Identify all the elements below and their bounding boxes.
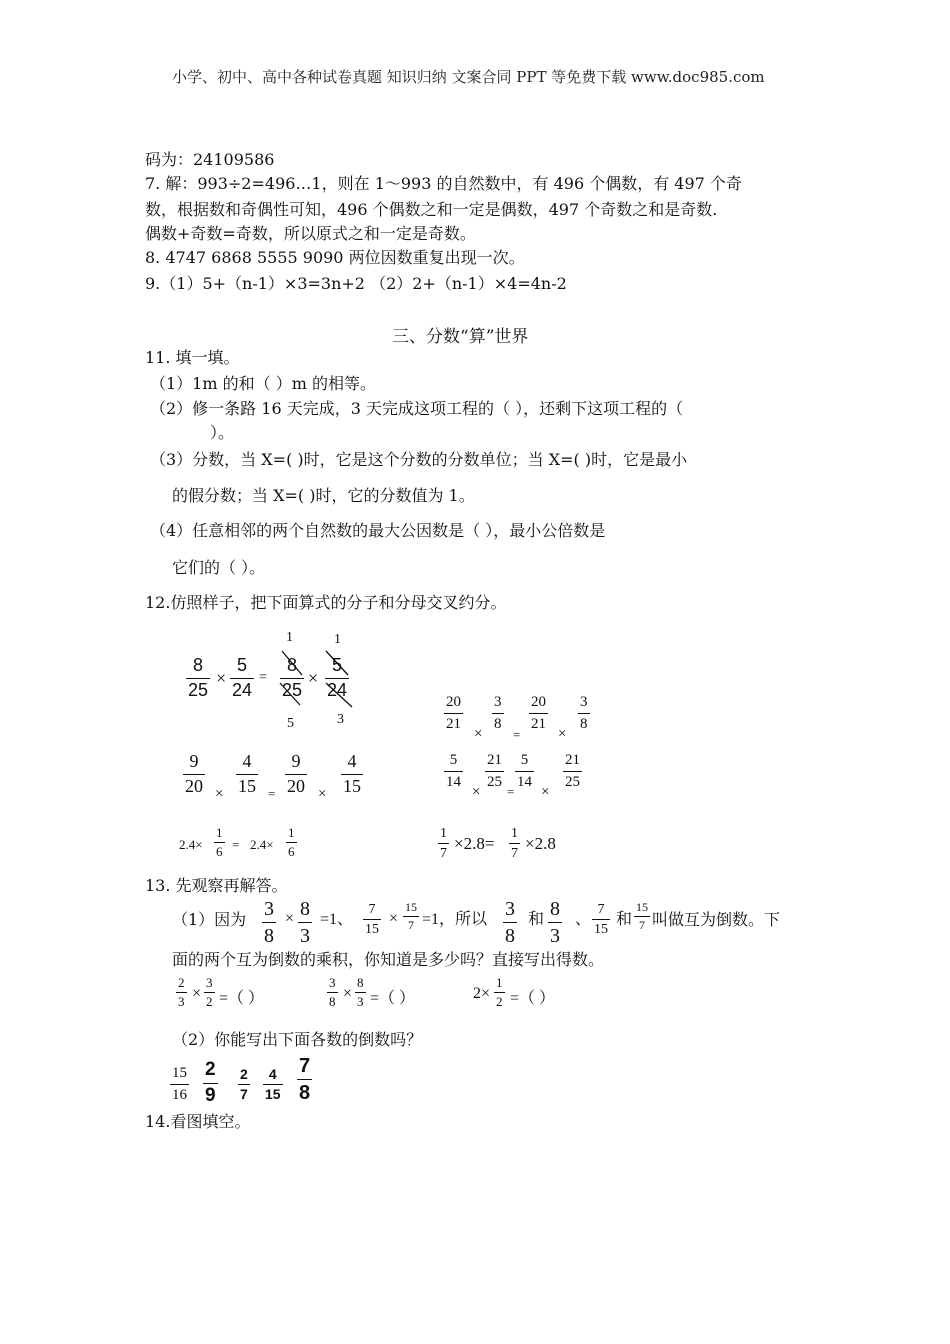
denominator: 25 [188,679,209,700]
denominator: 15 [238,775,256,796]
numerator: 21 [565,752,580,768]
fraction-bar [403,916,419,917]
numerator: 4 [347,751,357,771]
times-sign: × [472,784,481,800]
fraction [186,656,210,701]
fraction-bar [503,922,517,923]
q11-part1: （1）1m 的和（ ）m 的相等。 [150,374,376,393]
denominator: 15 [265,1086,281,1103]
equals-sign: = [259,670,267,685]
fraction-bar [236,774,258,775]
cancel-result-top: 1 [334,632,341,647]
fraction [492,694,504,732]
answer-blank: =（ ） [370,990,416,1007]
numerator: 3 [329,975,336,990]
fraction [236,752,258,797]
numerator: 5 [332,655,343,675]
numerator: 1 [216,825,223,840]
numerator: 3 [206,975,213,990]
fraction [578,694,590,732]
times-sign: × [343,985,353,1002]
numerator: 7 [299,1055,311,1077]
fraction [298,898,312,947]
equals-sign: = [507,784,515,799]
fraction-bar [176,992,187,993]
q13-part1-lead: （1）因为 [172,910,247,929]
fraction-bar [204,992,215,993]
equation-text: 和 [528,911,545,928]
numerator: 2 [240,1066,248,1082]
numerator: 9 [189,751,199,771]
fraction [529,694,548,732]
numerator: 3 [264,898,274,920]
fraction-bar [238,1084,250,1085]
fraction [494,976,505,1010]
numerator: 4 [242,751,252,771]
numerator: 8 [550,898,560,920]
answer-line: 码为：24109586 [145,150,275,169]
denominator: 16 [172,1086,187,1103]
answer-line: 偶数+奇数=奇数，所以原式之和一定是奇数。 [145,224,476,243]
fraction [183,752,205,797]
fraction [444,752,463,790]
numerator: 20 [446,694,461,710]
denominator: 15 [343,775,361,796]
numerator: 8 [300,898,310,920]
denominator: 3 [178,994,185,1010]
numerator: 3 [505,898,515,920]
fraction [203,1060,218,1107]
fraction [403,901,419,932]
equation-text: =1，所以 [422,911,488,928]
fraction-bar [563,771,582,772]
answer-line: 8. 4747 6868 5555 9090 两位因数重复出现一次。 [145,248,525,267]
fraction [363,902,381,938]
q11-part3: （3）分数，当 X=( )时，它是这个分数的分数单位；当 X=( )时，它是最小 [150,450,688,469]
answer-blank: =（ ） [219,990,265,1007]
numerator: 1 [511,826,518,841]
fraction-bar [341,774,363,775]
question-12-title: 12.仿照样子，把下面算式的分子和分母交叉约分。 [145,593,507,612]
denominator: 9 [205,1084,216,1106]
fraction-bar [355,992,366,993]
numerator: 8 [357,975,364,990]
times-sign: × [215,786,224,802]
expression-text: ×2.8= [454,834,495,853]
q13-part1-cont: 面的两个互为倒数的乘积，你知道是多少吗？直接写出得数。 [172,950,605,969]
fraction-bar [438,843,449,844]
denominator: 21 [446,715,461,732]
denominator: 14 [517,773,532,790]
fraction-bar [444,771,463,772]
fraction-bar [327,992,338,993]
denominator: 7 [440,846,447,862]
question-13-title: 13. 先观察再解答。 [145,876,288,895]
denominator: 8 [264,925,274,947]
times-sign: × [389,910,399,927]
numerator: 5 [449,752,458,768]
fraction-bar [285,774,307,775]
fraction [238,1067,250,1103]
expression-text: 2.4× [250,837,274,852]
numerator: 1 [440,826,447,841]
equation-text: =1、 [320,911,354,928]
denominator: 7 [639,918,645,933]
fraction [563,752,582,790]
answer-line: 7. 解：993÷2=496…1，则在 1～993 的自然数中，有 496 个偶数，有 497 个奇 [145,174,742,193]
fraction [214,826,225,860]
fraction-bar [183,774,205,775]
fraction-bar [297,1079,312,1080]
cancel-result-bottom: 5 [287,716,294,731]
fraction-bar [509,843,520,844]
cancel-stroke [282,651,302,675]
section-title: 三、分数“算”世界 [392,327,529,347]
fraction-bar [548,922,562,923]
fraction-bar [444,713,463,714]
numerator: 7 [597,902,605,917]
equals-sign: = [268,786,276,801]
fraction-bar [492,713,504,714]
denominator: 2 [496,994,503,1010]
times-sign: × [308,668,319,688]
denominator: 8 [580,715,588,732]
answer-line: 数，根据数和奇偶性可知，496 个偶数之和一定是偶数，497 个奇数之和是奇数. [145,200,718,219]
denominator: 8 [494,715,502,732]
denominator: 25 [565,773,580,790]
equation-text: 叫做互为倒数。下 [652,910,781,929]
fraction-bar [286,842,297,843]
numerator: 2 [178,975,185,990]
question-14-title: 14.看图填空。 [145,1112,251,1131]
fraction-bar [529,713,548,714]
equation-text: 、 [575,911,592,928]
denominator: 24 [232,679,253,700]
fraction [503,898,517,947]
numerator: 3 [494,694,502,710]
numerator: 20 [531,694,546,710]
expression-text: 2× [473,985,491,1002]
denominator: 14 [446,773,461,790]
denominator: 15 [365,922,379,938]
denominator: 25 [282,679,303,700]
cancel-result-bottom: 3 [337,712,344,727]
equals-sign: = [513,727,521,742]
fraction [548,898,562,947]
denominator: 8 [505,925,515,947]
numerator: 15 [405,900,417,914]
cancel-stroke [326,679,352,707]
times-sign: × [318,786,327,802]
denominator: 7 [408,918,414,933]
numerator: 21 [487,752,502,768]
fraction-bar [214,842,225,843]
fraction-bar [186,678,210,679]
fraction-bar [578,713,590,714]
q11-part3-cont: 的假分数；当 X=( )时，它的分数值为 1。 [172,486,475,505]
denominator: 20 [185,775,203,796]
fraction [262,898,276,947]
fraction-bar [298,922,312,923]
fraction [285,752,307,797]
fraction [515,752,534,790]
fraction-bar [634,916,650,917]
fraction [485,752,504,790]
denominator: 7 [240,1086,248,1103]
fraction [509,826,520,862]
cancel-stroke [326,651,348,675]
fraction-bar [203,1083,218,1084]
fraction [327,976,338,1010]
numerator: 1 [288,825,295,840]
cancel-stroke [280,683,300,705]
fraction [297,1055,312,1104]
times-sign: × [216,668,227,688]
fraction-bar [263,1084,283,1085]
numerator: 5 [520,752,529,768]
page-header: 小学、初中、高中各种试卷真题 知识归纳 文案合同 PPT 等免费下载 www.doc985.com [172,68,765,86]
numerator: 5 [237,655,248,675]
denominator: 25 [487,773,502,790]
times-sign: × [474,726,483,742]
numerator: 8 [287,655,298,675]
fraction-bar [262,922,276,923]
equals-sign: = [232,837,240,852]
denominator: 6 [288,844,295,860]
fraction [592,902,610,938]
numerator: 3 [580,694,588,710]
times-sign: × [285,910,295,927]
numerator: 2 [205,1059,216,1080]
numerator: 9 [291,751,301,771]
fraction [355,976,366,1010]
fraction [438,826,449,862]
q11-part4: （4）任意相邻的两个自然数的最大公因数是（ ），最小公倍数是 [150,521,606,540]
denominator: 3 [357,994,364,1010]
cancel-result-top: 1 [286,630,293,645]
cancel-strokes [270,645,360,715]
fraction-bar [170,1084,189,1085]
answer-blank: =（ ） [510,990,556,1007]
numerator: 15 [172,1065,187,1081]
fraction-bar [592,919,610,920]
fraction-bar [515,771,534,772]
numerator: 8 [193,655,204,675]
equation-text: 和 [616,911,633,928]
fraction [341,752,363,797]
fraction-bar [485,771,504,772]
denominator: 3 [300,925,310,947]
numerator: 7 [368,902,376,917]
numerator: 15 [636,900,648,914]
denominator: 7 [511,846,518,862]
times-sign: × [558,726,567,742]
fraction-bar [230,678,254,679]
q11-part2: （2）修一条路 16 天完成，3 天完成这项工程的（ ），还剩下这项工程的（ [150,399,684,418]
fraction [263,1067,283,1103]
denominator: 15 [594,922,608,938]
denominator: 24 [327,679,348,700]
question-11-title: 11. 填一填。 [145,348,240,367]
fraction [444,694,463,732]
denominator: 8 [299,1082,311,1104]
fraction [634,901,650,932]
times-sign: × [192,985,202,1002]
denominator: 20 [287,775,305,796]
answer-line: 9.（1）5+（n-1）×3=3n+2 （2）2+（n-1）×4=4n-2 [145,274,567,293]
fraction-bar [494,992,505,993]
q11-part2-cont: ）。 [210,423,235,442]
denominator: 21 [531,715,546,732]
fraction [230,656,254,701]
q11-part4-cont: 它们的（ ）。 [172,558,266,577]
denominator: 6 [216,844,223,860]
denominator: 2 [206,994,213,1010]
times-sign: × [541,784,550,800]
numerator: 4 [268,1066,277,1082]
denominator: 3 [550,925,560,947]
numerator: 1 [496,975,503,990]
fraction-bar [363,919,381,920]
q13-part2: （2）你能写出下面各数的倒数吗？ [172,1030,423,1049]
fraction [176,976,187,1010]
expression-text: ×2.8 [525,834,556,853]
fraction [286,826,297,860]
denominator: 8 [329,994,336,1010]
fraction [204,976,215,1010]
fraction [170,1065,189,1103]
expression-text: 2.4× [179,837,203,852]
